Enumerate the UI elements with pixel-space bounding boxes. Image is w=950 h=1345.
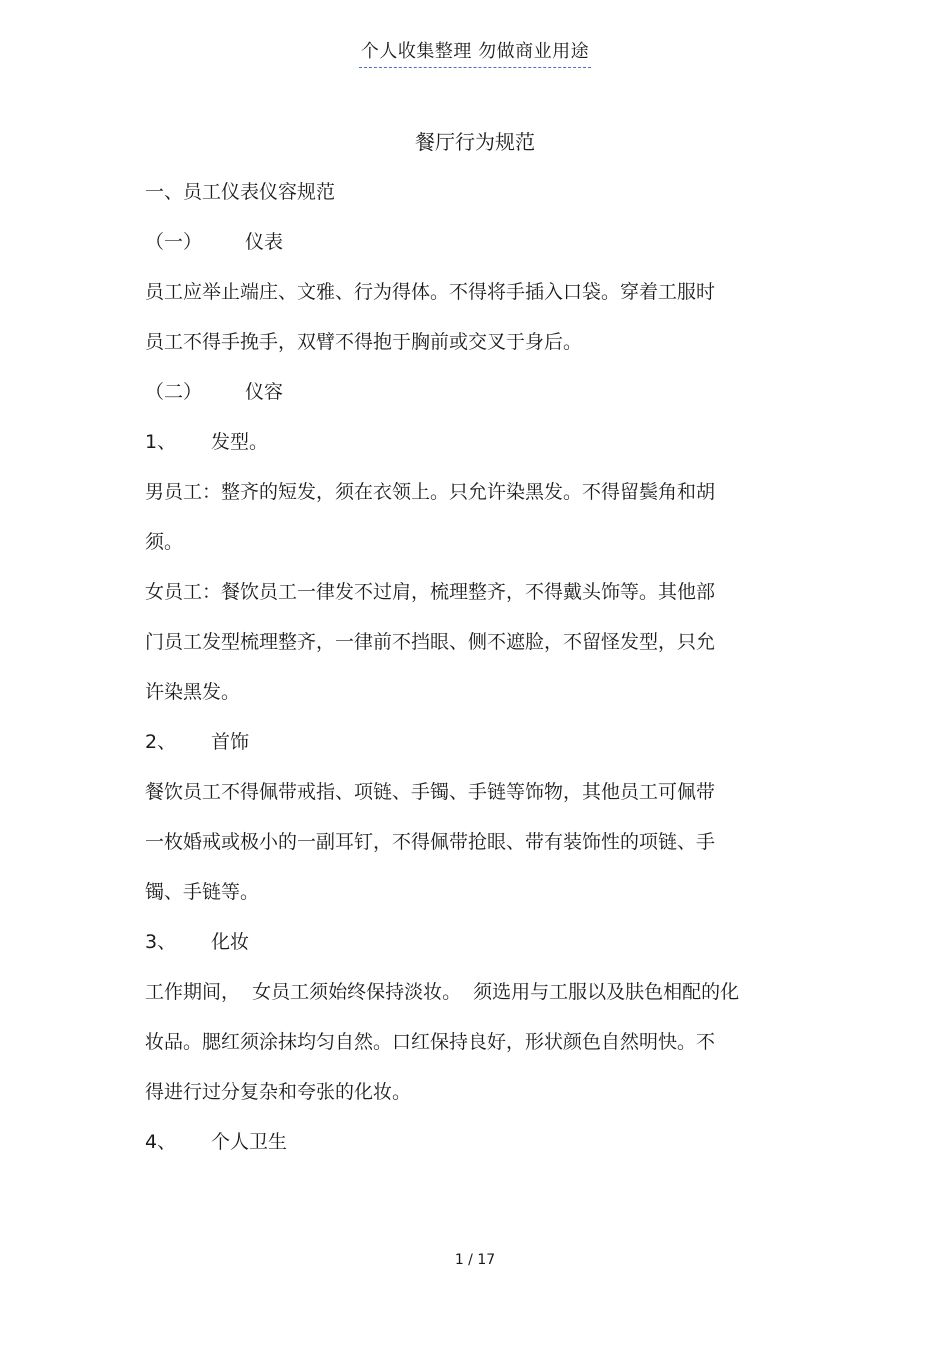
subsection-appearance <box>145 228 283 256</box>
paragraph-line: 得进行过分复杂和夸张的化妆。 <box>145 1081 412 1103</box>
paragraph-line: 一枚婚戒或极小的一副耳钉，不得佩带抢眼、带有装饰性的项链、手 <box>145 831 716 853</box>
item-number: 1、 <box>145 431 177 453</box>
paragraph-line: 男员工：整齐的短发，须在衣领上。只允许染黑发。不得留鬓角和胡 <box>145 481 716 503</box>
paragraph-line: 许染黑发。 <box>145 681 241 703</box>
header-note-text: 个人收集整理 勿做商业用途 <box>359 40 591 68</box>
subsection-label: 仪表 <box>245 231 284 253</box>
item-number: 4、 <box>145 1131 177 1153</box>
paragraph-line: 员工应举止端庄、文雅、行为得体。不得将手插入口袋。穿着工服时 <box>145 281 716 303</box>
header-note <box>0 40 950 68</box>
item-number: 2、 <box>145 731 177 753</box>
item-makeup <box>145 928 249 956</box>
document-title: 餐厅行为规范 <box>415 130 535 154</box>
page-number: 1 / 17 <box>454 1252 496 1268</box>
item-hairstyle <box>145 428 268 456</box>
item-jewelry <box>145 728 249 756</box>
section-heading: 一、员工仪表仪容规范 <box>145 181 336 203</box>
item-label: 首饰 <box>211 731 250 753</box>
item-label: 个人卫生 <box>211 1131 288 1153</box>
subsection-number: （一） <box>145 231 203 253</box>
paragraph-line: 妆品。腮红须涂抹均匀自然。口红保持良好，形状颜色自然明快。不 <box>145 1031 716 1053</box>
subsection-grooming <box>145 378 283 406</box>
item-label: 化妆 <box>211 931 250 953</box>
paragraph-line: 女员工：餐饮员工一律发不过肩，梳理整齐，不得戴头饰等。其他部 <box>145 581 716 603</box>
subsection-label: 仪容 <box>245 381 284 403</box>
item-number: 3、 <box>145 931 177 953</box>
paragraph-line: 门员工发型梳理整齐，一律前不挡眼、侧不遮脸，不留怪发型，只允 <box>145 631 716 653</box>
paragraph-line: 镯、手链等。 <box>145 881 260 903</box>
paragraph-line: 餐饮员工不得佩带戒指、项链、手镯、手链等饰物，其他员工可佩带 <box>145 781 716 803</box>
subsection-number: （二） <box>145 381 203 403</box>
item-label: 发型。 <box>211 431 269 453</box>
paragraph-line: 员工不得手挽手，双臂不得抱于胸前或交叉于身后。 <box>145 331 583 353</box>
paragraph-line: 须。 <box>145 531 184 553</box>
paragraph-line: 工作期间， 女员工须始终保持淡妆。 须选用与工服以及肤色相配的化 <box>145 981 740 1003</box>
item-hygiene <box>145 1128 287 1156</box>
